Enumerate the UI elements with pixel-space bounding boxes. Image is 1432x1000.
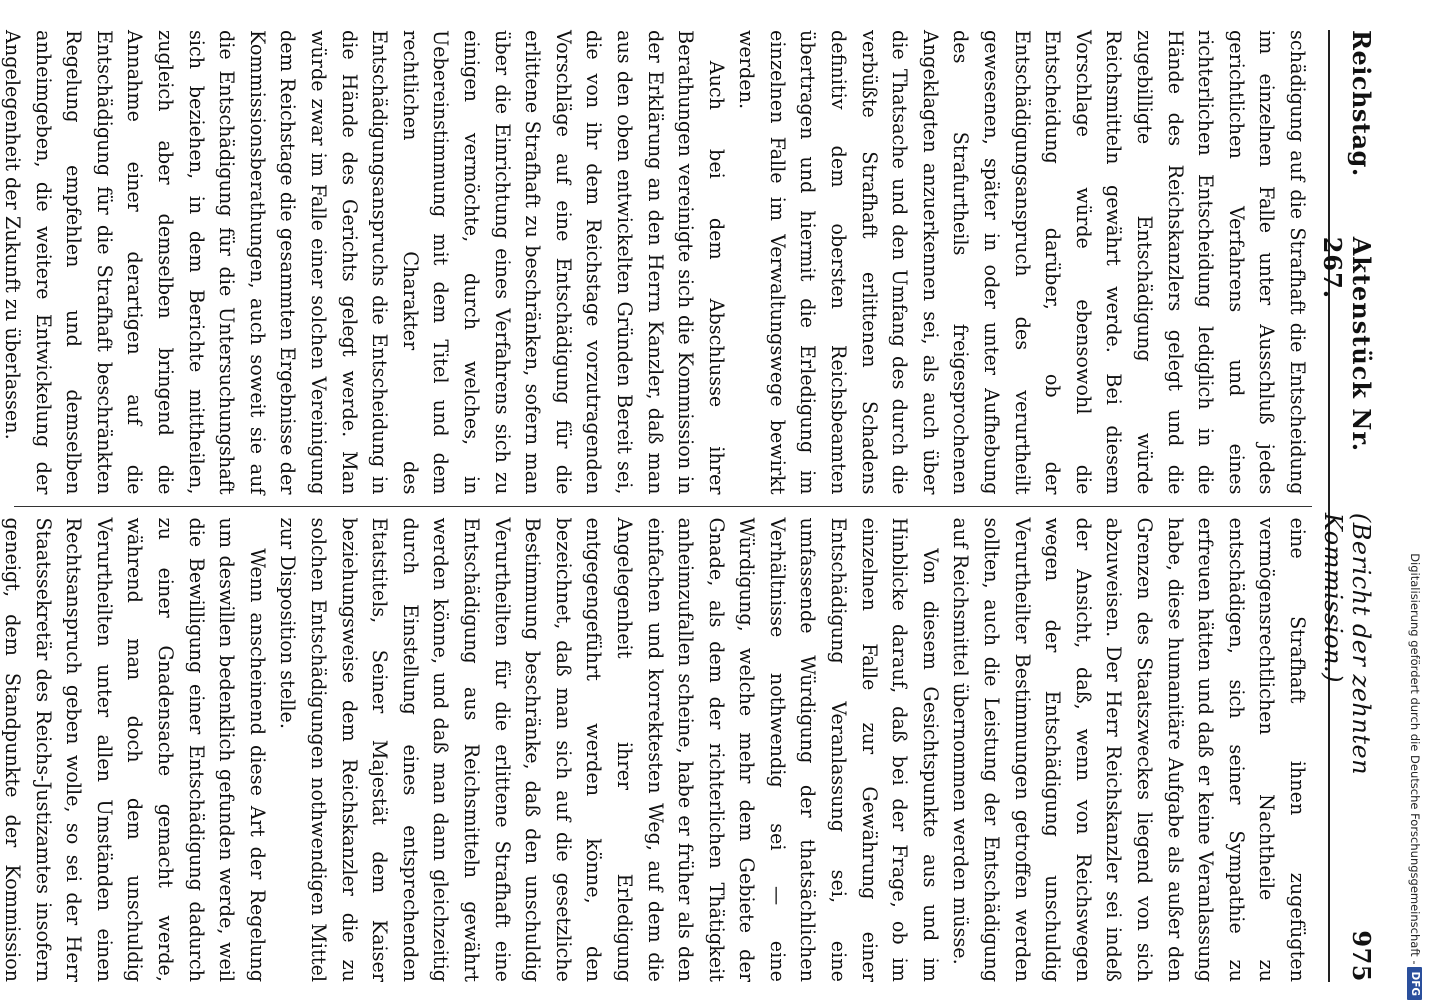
dfg-logo: DFG [1408, 967, 1423, 1000]
right-column [1, 517, 1312, 983]
running-header [1318, 30, 1376, 982]
page-number: 975 [1347, 930, 1376, 982]
column-divider [14, 506, 1312, 507]
header-left: Reichstag. [1347, 30, 1376, 177]
text-columns [1, 30, 1312, 982]
header-subtitle: (Bericht der zehnten Kommission.) [1319, 512, 1375, 776]
credit-text: Digitalisierung gefördert durch die Deutsche Forschungsgemeinschaft - [1408, 553, 1422, 965]
left-column [1, 30, 1312, 495]
paragraph: eine Strafhaft ihnen zugefügten vermögensrechtlichen Nachtheile zu entschädigen, sich seiner Sympathie zu erfreuen hätten und daß er keine Veranlassung habe, diese humanitäre Aufgabe als außer den Grenzen des Staatszweckes liegend von sich abzuweisen. Der Herr Reichskanzler sei indeß der Ansicht, daß, wenn von Reichswegen wegen der Entschädigung unschuldig Verurtheilter Bestimmungen getroffen werden sollten, auch die Leistung der Entschädigung auf Reichsmittel übernommen werden müsse. [949, 517, 1309, 982]
paragraph: Auch bei dem Abschlusse ihrer Berathungen vereinigte sich die Kommission in der Erklärung an den Herrn Kanzler, daß man aus den oben entwickelten Gründen Bereit sei, die von ihr dem Reichstage vorzutragenden Vorschläge auf eine Entschädigung für die erlittene Strafhaft zu beschränken, sofern man über die Einrichtung eines Verfahrens sich zu einigen vermöchte, durch welches, in Uebereinstimmung mit dem Titel und dem rechtlichen Charakter des Entschädigungsanspruchs die Entscheidung in die Hände des Gerichts gelegt werde. Man würde zwar im Falle einer solchen Vereinigung dem Reichstage die gesammten Ergebnisse der Kommissionsberathungen, auch soweit sie auf die Entschädigung für die Untersuchungshaft sich beziehen, in dem Berichte mittheilen, zugleich aber demselben bringend die Annahme einer derartigen auf die Entschädigung für die Strafhaft beschränkten Regelung empfehlen und demselben anheimgeben, die weitere Entwickelung der Angelegenheit der Zukunft zu überlassen. [1, 30, 728, 495]
paragraph: Von diesem Gesichtspunkte aus und im Hinblicke darauf, daß bei der Frage, ob im einzelnen Falle zur Gewährung einer Entschädigung Veranlassung sei, eine umfassende Würdigung der thatsächlichen Verhältnisse nothwendig sei — eine Würdigung, welche mehr dem Gebiete der Gnade, als dem der richterlichen Thätigkeit anheimzufallen scheine, habe er früher als den einfachen und korrektesten Weg, auf dem die Angelegenheit ihrer Erledigung entgegengeführt werden könne, den bezeichnet, daß man sich auf die gesetzliche Bestimmung beschränke, daß den unschuldig Verurtheilten für die erlittene Strafhaft eine Entschädigung aus Reichsmitteln gewährt werden könne, und daß man dann gleichzeitig durch Einstellung eines entsprechenden Etatstitels, Seiner Majestät dem Kaiser beziehungsweise dem Reichskanzler die zu solchen Entschädigungen nothwendigen Mittel zur Disposition stelle. [276, 517, 942, 982]
header-title: Aktenstück Nr. 267. [1318, 236, 1376, 453]
digitization-credit [1404, 0, 1426, 1000]
paragraph: schädigung auf die Strafhaft die Entscheidung im einzelnen Falle unter Ausschluß jedes gerichtlichen Verfahrens und eines richterlichen Entscheidung lediglich in die Hände des Reichskanzlers gelegt und die zugebilligte Entschädigung würde Reichsmitteln gewährt werde. Bei diesem Vorschlage würde ebensowohl die Entscheidung darüber, ob der Entschädigungsanspruch des verurtheilt gewesenen, später in oder unter Aufhebung des Strafurtheils freigesprochenen Angeklagten anzuerkennen sei, als auch über die Thatsache und den Umfang des durch die verbüßte Strafhaft erlittenen Schadens definitiv dem obersten Reichsbeamten übertragen und hiermit die Erledigung im einzelnen Falle im Verwaltungswege bewirkt werden. [735, 30, 1309, 495]
paragraph: Wenn anscheinend diese Art der Regelung um deswillen bedenklich gefunden werde, weil die Bewilligung einer Entschädigung dadurch zu einer Gnadensache gemacht werde, während man doch dem unschuldig Verurtheilten unter allen Umständen einen Rechtsanspruch geben wolle, so sei der Herr Staatssekretär des Reichs-Justizamtes insofern geneigt, dem Standpunkte der Kommission [1, 517, 269, 982]
